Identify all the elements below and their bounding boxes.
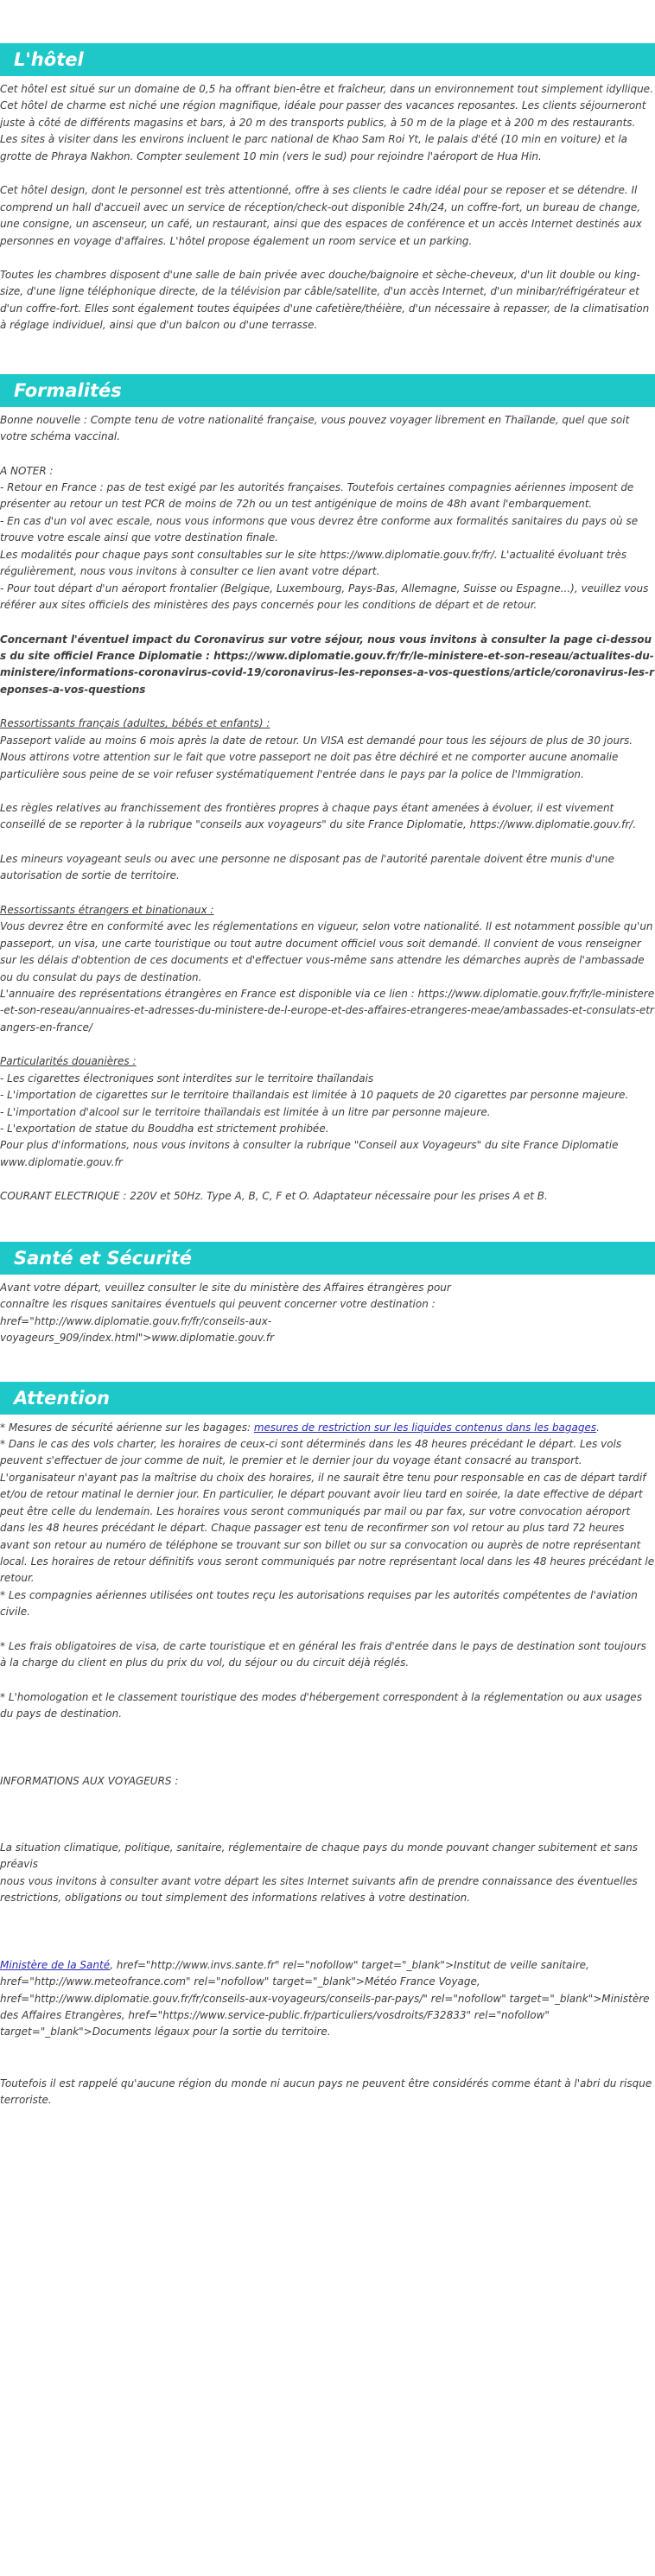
a-noter-label: A NOTER : <box>0 464 54 477</box>
note-retour-france: - Retour en France : pas de test exigé par les autorités françaises. Toutefois certaines compagnies aériennes imposent de présenter au retour un test PCR de moins de 72h ou un test antigénique de moins de 48h avant l'embarquement. <box>0 481 634 511</box>
liens-utiles <box>0 1957 655 2041</box>
ressortissants-etrangers-title: Ressortissants étrangers et binationaux : <box>0 903 214 916</box>
mesures-securite <box>0 1420 655 1436</box>
ressortissants-etrangers-text: Vous devrez être en conformité avec les réglementations en vigueur, selon votre nationalité. Il est notamment possible qu'un passeport, un visa, une carte touristique ou tout autre document officiel vous soit demandé. Il convient de vous renseigner sur les délais d'obtention de ces documents et d'effectuer vous-même sans attendre les démarches auprès de l'ambassade ou du consulat du pays de destination. <box>0 920 653 983</box>
courant-electrique: COURANT ELECTRIQUE : 220V et 50Hz. Type A, B, C, F et O. Adaptateur nécessaire pour les prises A et B. <box>0 1190 548 1203</box>
compagnies-aeriennes: * Les compagnies aériennes utilisées ont toutes reçu les autorisations requises par les autorités compétentes de l'aviation civile. <box>0 1588 638 1619</box>
ministere-sante-link[interactable]: Ministère de la Santé <box>0 1958 111 1971</box>
douane-item-1: - Les cigarettes électroniques sont interdites sur le territoire thaïlandais <box>0 1072 374 1084</box>
sante-section <box>0 1275 655 1347</box>
coronavirus-notice: Concernant l'éventuel impact du Coronavirus sur votre séjour, nous vous invitons à consulter la page ci-dessous du site officiel France Diplomatie : https://www.diplomatie.gouv.fr/fr/le-ministere-et-son-reseau/actualites-du-ministere/informations-coronavirus-covid-19/coronavirus-les-reponses-a-vos-questions/article/coronavirus-les-reponses-a-vos-questions <box>0 633 655 696</box>
regles-frontieres: Les règles relatives au franchissement des frontières propres à chaque pays étant amenées à évoluer, il est vivement conseillé de se reporter à la rubrique "conseils aux voyageurs" du site France Diplomatie, https://www.diplomatie.gouv.fr/. <box>0 802 637 831</box>
ressortissants-francais-title: Ressortissants français (adultes, bébés et enfants) : <box>0 717 270 730</box>
hotel-paragraph-2: Cet hôtel design, dont le personnel est très attentionné, offre à ses clients le cadre idéal pour se reposer et se détendre. Il comprend un hall d'accueil avec un service de réception/check-out disponible 24h/24, un coffre-fort, un bureau de change, une consigne, un ascenseur, un café, un restaurant, ainsi que des espaces de conférence et un accès Internet destinés aux personnes en voyage d'affaires. L'hôtel propose également un room service et un parking. <box>0 184 642 247</box>
hotel-paragraph-3: Toutes les chambres disposent d'une salle de bain privée avec douche/baignoire et sèche-cheveux, d'un lit double ou king-size, d'une ligne téléphonique directe, de la télévision par câble/satellite, d'un accès Internet, d'un minibar/réfrigérateur et d'un coffre-fort. Elles sont également toutes équipées d'une cafetière/théière, d'un nécessaire à repasser, de la climatisation à réglage individuel, ainsi que d'un balcon ou d'une terrasse. <box>0 268 650 332</box>
risque-terroriste: Toutefois il est rappelé qu'aucune région du monde ni aucun pays ne peuvent être considérés comme étant à l'abri du risque terroriste. <box>0 2077 652 2107</box>
mineurs-notice: Les mineurs voyageant seuls ou avec une personne ne disposant pas de l'autorité parentale doivent être munis d'une autorisation de sortie de territoire. <box>0 852 614 882</box>
sante-text: Avant votre départ, veuillez consulter le site du ministère des Affaires étrangères pour connaître les risques sanitaires éventuels qui peuvent concerner votre destination : href="http://www.diplomatie.gouv.fr/fr/conseils-aux-voyageurs_909/index.html">www.diplomatie.gouv.fr <box>0 1281 451 1345</box>
douane-item-2: - L'importation de cigarettes sur le territoire thaïlandais est limitée à 10 paquets de 20 cigarettes par personne majeure. <box>0 1089 629 1102</box>
douane-title: Particularités douanières : <box>0 1055 137 1068</box>
hotel-paragraph-1: Cet hôtel est situé sur un domaine de 0,5 ha offrant bien-être et fraîcheur, dans un environnement tout simplement idyllique. Cet hôtel de charme est niché une région magnifique, idéale pour passer des vacances reposantes. Les clients séjourneront juste à côté de différents magasins et bars, à 20 m des transports publics, à 50 m de la plage et à 200 m des restaurants. Les sites à visiter dans les environs incluent le parc national de Khao Sam Roi Yt, le palais d'été (10 min en voiture) et la grotte de Phraya Nakhon. Compter seulement 10 min (vers le sud) pour rejoindre l'aéroport de Hua Hin. <box>0 83 653 162</box>
section-header-sante: Santé et Sécurité <box>0 1242 655 1275</box>
situation-notice: La situation climatique, politique, sanitaire, réglementaire de chaque pays du monde pouvant changer subitement et sans préavis nous vous invitons à consulter avant votre départ les sites Internet suivants afin de prendre connaissance des éventuelles restrictions, obligations ou tout simplement des informations relatives à votre destination. <box>0 1841 639 1905</box>
note-modalites: Les modalités pour chaque pays sont consultables sur le site https://www.diplomatie.gouv.fr/fr/. L'actualité évoluant très régulièrement, nous vous invitons à consulter ce lien avant votre départ. <box>0 548 627 578</box>
douane-item-4: - L'exportation de statue du Bouddha est strictement prohibée. <box>0 1123 329 1135</box>
note-aeroport-frontalier: - Pour tout départ d'un aéroport frontalier (Belgique, Luxembourg, Pays-Bas, Allemagne, Suisse ou Espagne...), veuillez vous référer aux sites officiels des ministères des pays concernés pour les conditions de départ et de retour. <box>0 582 649 612</box>
vols-charter: * Dans le cas des vols charter, les horaires de ceux-ci sont déterminés dans les 48 heures précédant le départ. Les vols peuvent s'effectuer de jour comme de nuit, le premier et le dernier jour du voyage étant consacré au transport. L'organisateur n'ayant pas la maîtrise du choix des horaires, il ne saurait être tenu pour responsable en cas de départ tardif et/ou de retour matinal le dernier jour. En particulier, le départ pouvant avoir lieu tard en soirée, la date effective de départ peut être celle du lendemain. Les horaires vous seront communiqués par mail ou par fax, sur votre convocation aéroport dans les 48 heures précédant le départ. Chaque passager est tenu de reconfirmer son vol retour au plus tard 72 heures avant son retour au numéro de téléphone se trouvant sur son billet ou sur sa convocation ou auprès de notre représentant local. Les horaires de retour définitifs vous seront communiqués par notre représentant local dans les 48 heures précédant le retour. <box>0 1437 655 1585</box>
homologation: * L'homologation et le classement touristique des modes d'hébergement correspondent à la réglementation ou aux usages du pays de destination. <box>0 1690 642 1721</box>
annuaire-representations: L'annuaire des représentations étrangères en France est disponible via ce lien : https://www.diplomatie.gouv.fr/fr/le-ministere-et-son-reseau/annuaires-et-adresses-du-ministere-de-l-europe-et-des-affaires-etrangeres-meae/ambassades-et-consulats-etrangers-en-france/ <box>0 987 655 1034</box>
formalites-section <box>0 407 655 1205</box>
liens-utiles-text: , href="http://www.invs.sante.fr" rel="nofollow" target="_blank">Institut de veille sanitaire, href="http://www.meteofrance.com" rel="nofollow" target="_blank">Météo France Voyage, href="http://www.diplomatie.gouv.fr/fr/conseils-aux-voyageurs/conseils-par-pays/" rel="nofollow" target="_blank">Ministère des Affaires Etrangères, href="https://www.service-public.fr/particuliers/vosdroits/F32833" rel="nofollow" target="_blank">Documents légaux pour la sortie du territoire. <box>0 1958 650 2039</box>
frais-obligatoires: * Les frais obligatoires de visa, de carte touristique et en général les frais d'entrée dans le pays de destination sont toujours à la charge du client en plus du prix du vol, du séjour ou du circuit déjà réglés. <box>0 1639 646 1670</box>
note-escale: - En cas d'un vol avec escale, nous vous informons que vous devrez être conforme aux formalités sanitaires du pays où se trouve votre escale ainsi que votre destination finale. <box>0 514 639 544</box>
formalites-intro: Bonne nouvelle : Compte tenu de votre nationalité française, vous pouvez voyager librement en Thaïlande, quel que soit votre schéma vaccinal. <box>0 413 630 443</box>
douane-item-3: - L'importation d'alcool sur le territoire thaïlandais est limitée à un litre par personne majeure. <box>0 1105 491 1118</box>
mesures-suffix: . <box>596 1421 600 1434</box>
section-header-attention: Attention <box>0 1382 655 1415</box>
section-header-formalites: Formalités <box>0 374 655 407</box>
informations-voyageurs-title: INFORMATIONS AUX VOYAGEURS : <box>0 1774 179 1787</box>
douane-more-info: Pour plus d'informations, nous vous invitons à consulter la rubrique "Conseil aux Voyageurs" du site France Diplomatie www.diplomatie.gouv.fr <box>0 1139 619 1168</box>
attention-section <box>0 1415 655 2109</box>
ressortissants-francais-text: Passeport valide au moins 6 mois après la date de retour. Un VISA est demandé pour tous les séjours de plus de 30 jours. Nous attirons votre attention sur le fait que votre passeport ne doit pas être déchiré et ne comporter aucune anomalie particulière sous peine de se voir refuser systématiquement l'entrée dans le pays par la police de l'Immigration. <box>0 734 633 780</box>
section-header-hotel: L'hôtel <box>0 43 655 76</box>
liquides-restriction-link[interactable]: mesures de restriction sur les liquides contenus dans les bagages <box>253 1421 597 1434</box>
hotel-section <box>0 76 655 334</box>
mesures-prefix: * Mesures de sécurité aérienne sur les bagages: <box>0 1421 254 1434</box>
